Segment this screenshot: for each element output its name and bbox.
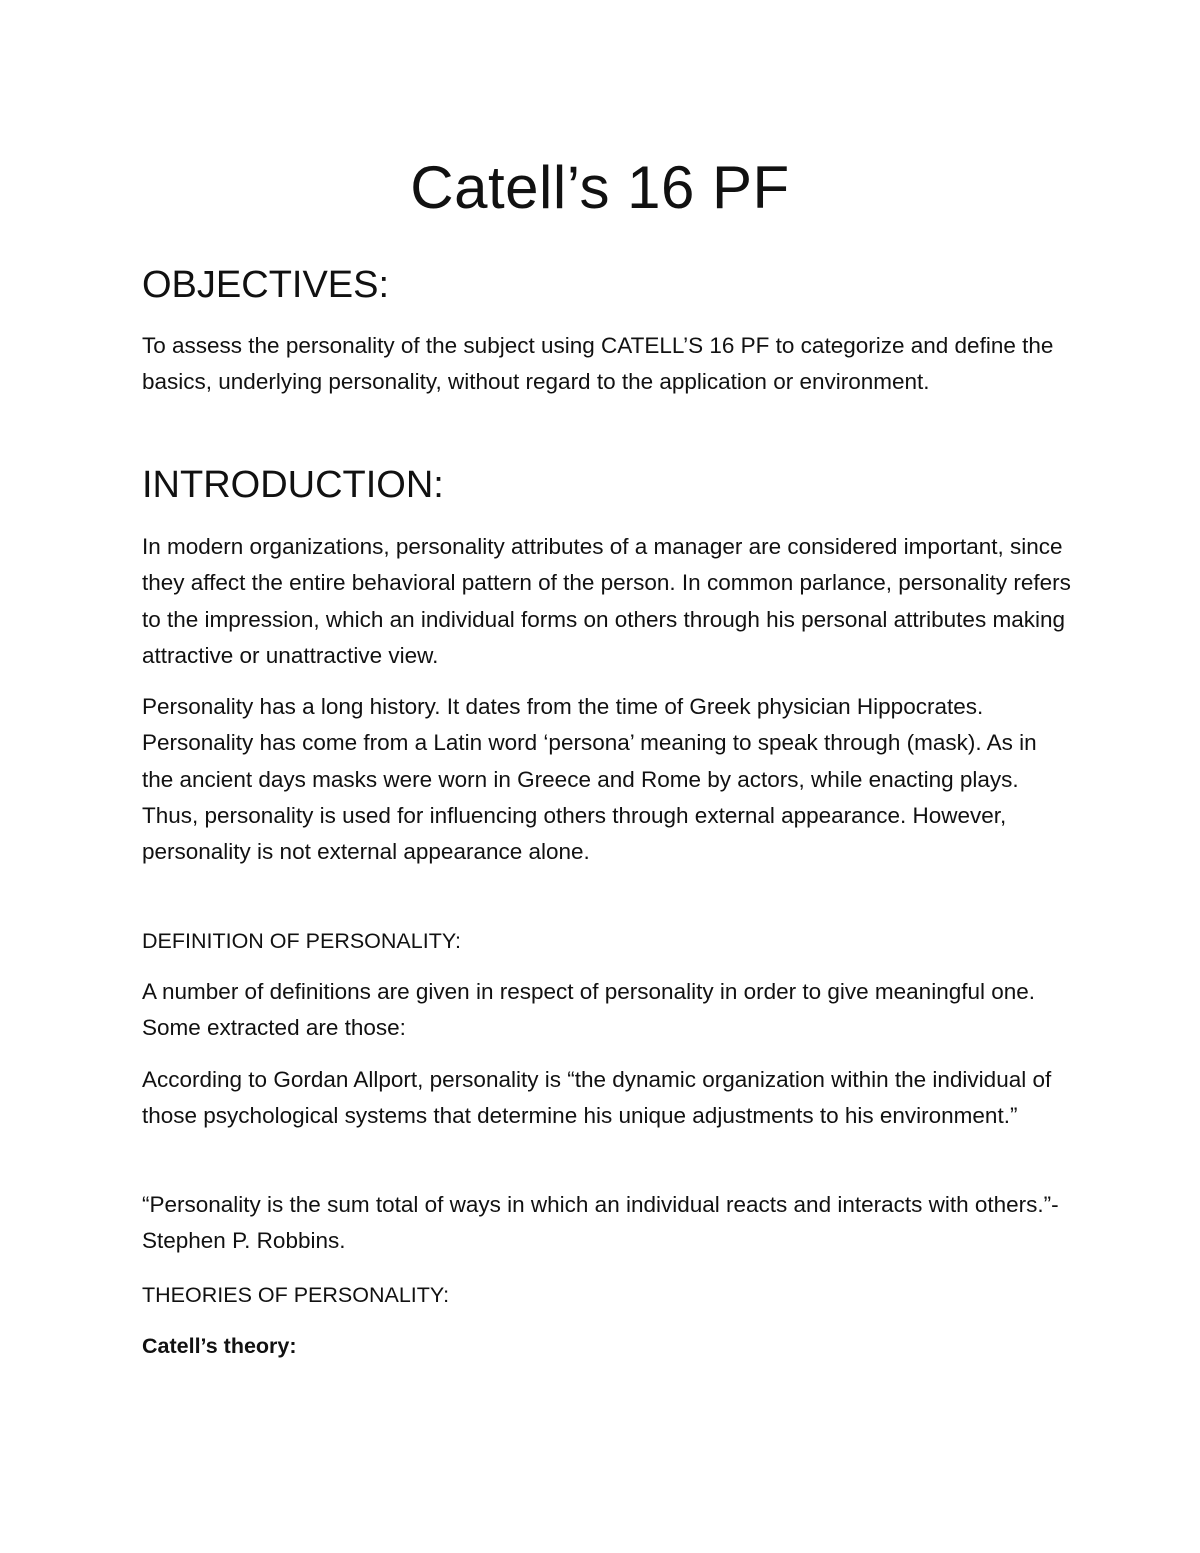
introduction-paragraph-1: In modern organizations, personality attributes of a manager are considered important, since they affect the entire behavioral pattern of the person. In common parlance, personality refers to the impression, which an individual forms on others through his personal attributes making attractive or unattractive view. — [142, 534, 1071, 668]
objectives-heading: OBJECTIVES: — [142, 264, 390, 306]
catell-theory-subheading: Catell’s theory: — [142, 1334, 297, 1358]
definition-paragraph-3: “Personality is the sum total of ways in which an individual reacts and interacts with others.”-Stephen P. Robbins. — [142, 1192, 1059, 1254]
definition-paragraph-1: A number of definitions are given in respect of personality in order to give meaningful one. Some extracted are those: — [142, 979, 1036, 1041]
document-title: Catell’s 16 PF — [410, 154, 790, 221]
theories-heading: THEORIES OF PERSONALITY: — [142, 1283, 450, 1307]
objectives-paragraph: To assess the personality of the subject using CATELL’S 16 PF to categorize and define the basics, underlying personality, without regard to the application or environment. — [142, 333, 1054, 395]
definition-paragraph-2: According to Gordan Allport, personality is “the dynamic organization within the individual of those psychological systems that determine his unique adjustments to his environment.” — [142, 1067, 1052, 1129]
introduction-heading: INTRODUCTION: — [142, 464, 444, 506]
definition-heading: DEFINITION OF PERSONALITY: — [142, 929, 461, 953]
introduction-paragraph-2: Personality has a long history. It dates from the time of Greek physician Hippocrates. Personality has come from a Latin word ‘persona’ meaning to speak through (mask). As in the ancient days masks were worn in Greece and Rome by actors, while enacting plays. Thus, personality is used for influencing others through external appearance. However, personality is not external appearance alone. — [142, 694, 1037, 865]
